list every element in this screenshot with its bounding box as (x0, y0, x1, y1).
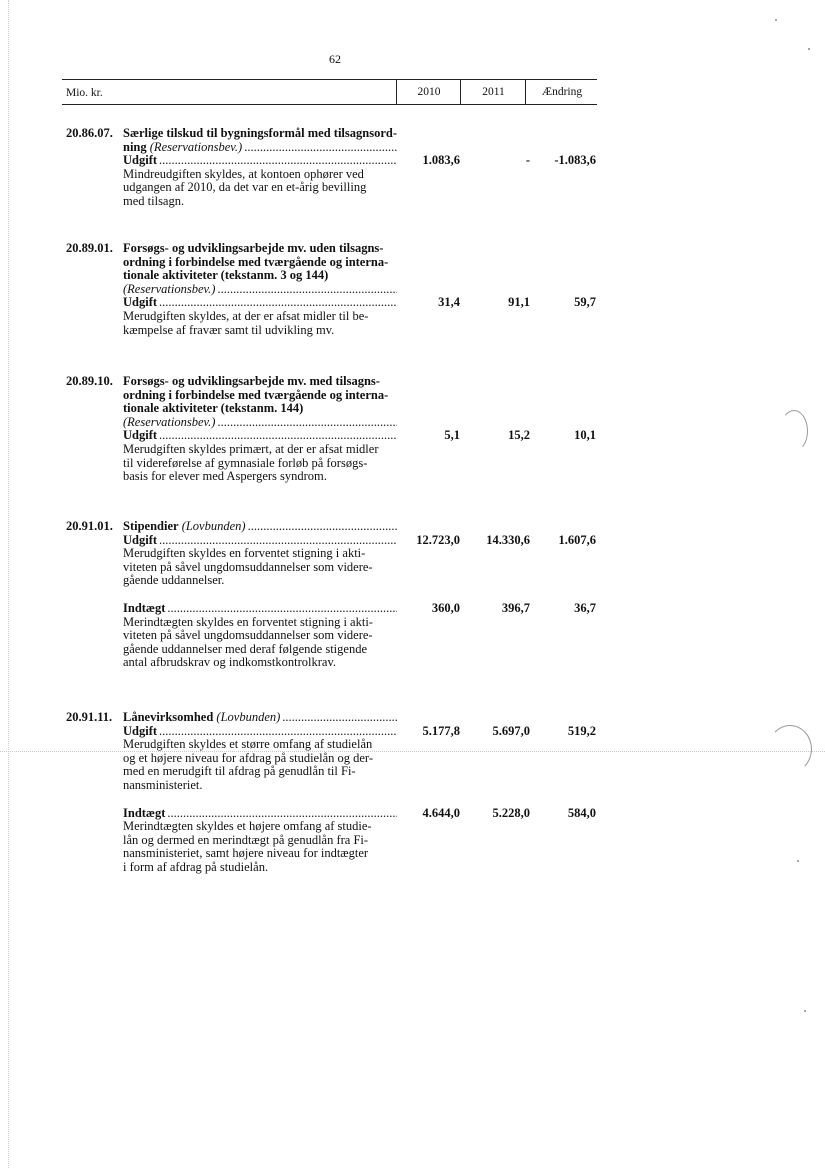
entry-title: ning (123, 140, 147, 154)
explanation-line: viteten på såvel ungdomsuddannelser som videre- (123, 628, 373, 643)
account-number: 20.91.01. (66, 519, 113, 533)
entry-title-line (123, 141, 397, 155)
unit-label: Mio. kr. (66, 87, 103, 99)
amount-2010: 5.177,8 (422, 723, 460, 738)
dot-leader (244, 141, 397, 155)
explanation-line: Merudgiften skyldes en forventet stigning i akti- (123, 546, 366, 561)
explanation-line: kæmpelse af fravær samt til udvikling mv. (123, 322, 335, 337)
entry-title-line: ordning i forbindelse med tværgående og interna- (123, 387, 389, 402)
account-number: 20.89.01. (66, 241, 113, 255)
amount-2010: 12.723,0 (416, 532, 460, 547)
table-header (62, 79, 597, 105)
page-number: 62 (329, 52, 341, 66)
appropriation-type: (Reservationsbev.) (146, 140, 243, 154)
explanation-line: Merudgiften skyldes, at der er afsat midler til be- (123, 308, 369, 323)
column-2010: 2010 (396, 80, 461, 104)
explanation-line: med tilsagn. (123, 193, 185, 208)
appropriation-line (123, 416, 397, 430)
entry-title-line: Særlige tilskud til bygningsformål med tilsagnsord- (123, 126, 397, 140)
amount-2011: 396,7 (501, 601, 530, 615)
income-label: Indtægt (123, 806, 166, 820)
dot-leader (167, 602, 397, 616)
entry-text (123, 375, 397, 484)
explanation-line: gående uddannelser med deraf følgende stigende (123, 641, 367, 656)
explanation-line: Mindreudgiften skyldes, at kontoen ophører ved (123, 166, 364, 181)
explanation-line: nansministeriet. (123, 777, 203, 792)
entry-title: Stipendier (123, 520, 179, 533)
entry-title-line (123, 520, 397, 534)
amount-row-label (123, 534, 397, 548)
dot-leader (159, 534, 397, 548)
dot-leader (159, 725, 397, 739)
entry-text (123, 711, 397, 875)
dot-leader (282, 711, 397, 725)
account-number: 20.91.11. (66, 710, 113, 724)
amount-2010: 1.083,6 (422, 153, 460, 168)
amount-2010: 5,1 (444, 428, 460, 443)
amount-2011: - (525, 153, 530, 168)
amount-row-label (123, 602, 397, 616)
entry-text (123, 242, 397, 337)
explanation-line: viteten på såvel ungdomsuddannelser som videre- (123, 559, 373, 574)
dot-leader (159, 429, 397, 443)
scan-speck (804, 1010, 806, 1012)
expense-label: Udgift (123, 154, 158, 168)
explanation-line: med en merudgift til afdrag på genudlån til Fi- (123, 764, 356, 779)
amount-2011: 5.228,0 (492, 805, 530, 820)
explanation-line: Merudgiften skyldes et større omfang af studielån (123, 737, 373, 752)
amount-row-label (123, 807, 397, 821)
scan-mark (780, 410, 808, 452)
amount-change: 584,0 (567, 805, 596, 820)
scan-mark (768, 725, 812, 773)
column-change: Ændring (525, 80, 598, 104)
amount-change: 10,1 (574, 428, 596, 443)
expense-label: Udgift (123, 533, 158, 547)
amount-row-label (123, 296, 397, 310)
explanation-line: Merudgiften skyldes primært, at der er afsat midler (123, 441, 379, 456)
account-number: 20.89.10. (66, 374, 113, 388)
amount-change: 519,2 (567, 723, 596, 738)
income-label: Indtægt (123, 601, 166, 615)
explanation-line: udgangen af 2010, da det var en et-årig bevilling (123, 180, 367, 195)
account-number: 20.86.07. (66, 126, 113, 140)
amount-change: 1.607,6 (558, 532, 596, 547)
explanation-line: gående uddannelser. (123, 573, 225, 588)
explanation-line: antal afbrudskrav og indkomstkontrolkrav. (123, 655, 337, 670)
dot-leader (217, 416, 397, 430)
dot-leader (159, 154, 397, 168)
explanation-line: Merindtægten skyldes en forventet stigning i akti- (123, 614, 373, 629)
amount-2010: 31,4 (438, 295, 460, 310)
expense-label: Udgift (123, 724, 158, 738)
amount-row-label (123, 154, 397, 168)
expense-label: Udgift (123, 296, 158, 310)
amount-row-label (123, 429, 397, 443)
appropriation-line (123, 283, 397, 297)
entry-title-line: tionale aktiviteter (tekstanm. 144) (123, 401, 304, 416)
appropriation-type: (Lovbunden) (213, 711, 281, 724)
dot-leader (167, 807, 397, 821)
appropriation-type: (Reservationsbev.) (123, 282, 216, 296)
amount-2011: 14.330,6 (486, 532, 530, 547)
scan-speck (775, 19, 777, 21)
amount-row-label (123, 725, 397, 739)
entry-title-line: Forsøgs- og udviklingsarbejde mv. uden tilsagns- (123, 241, 384, 255)
explanation-line: til videreførelse af gymnasiale forløb på forsøgs- (123, 455, 368, 470)
amount-2010: 360,0 (431, 601, 460, 615)
entry-text (123, 127, 397, 209)
scan-speck (797, 860, 799, 862)
amount-2010: 4.644,0 (422, 805, 460, 820)
amount-2011: 15,2 (508, 428, 530, 443)
explanation-line: basis for elever med Aspergers syndrom. (123, 469, 327, 484)
explanation-line: og et højere niveau for afdrag på studielån og der- (123, 750, 373, 765)
explanation-line: lån og dermed en merindtægt på genudlån fra Fi- (123, 832, 369, 847)
scan-speck (808, 48, 810, 50)
amount-change: 36,7 (574, 601, 596, 615)
explanation-line: i form af afdrag på studielån. (123, 859, 269, 874)
appropriation-type: (Lovbunden) (178, 520, 246, 533)
entry-title-line: tionale aktiviteter (tekstanm. 3 og 144) (123, 268, 329, 283)
dot-leader (159, 296, 397, 310)
scan-edge-line (8, 0, 9, 1168)
amount-2011: 91,1 (508, 295, 530, 310)
appropriation-type: (Reservationsbev.) (123, 415, 216, 429)
expense-label: Udgift (123, 429, 158, 443)
explanation-line: Merindtægten skyldes et højere omfang af studie- (123, 819, 372, 834)
explanation-line: nansministeriet, samt højere niveau for indtægter (123, 846, 369, 861)
entry-title-line: ordning i forbindelse med tværgående og interna- (123, 254, 389, 269)
amount-change: 59,7 (574, 295, 596, 310)
entry-title-line (123, 711, 397, 725)
entry-title: Lånevirksomhed (123, 711, 214, 724)
column-2011: 2011 (460, 80, 526, 104)
entry-title-line: Forsøgs- og udviklingsarbejde mv. med tilsagns- (123, 374, 380, 388)
amount-2011: 5.697,0 (492, 723, 530, 738)
block-spacer (123, 588, 397, 602)
entry-text (123, 520, 397, 670)
dot-leader (248, 520, 397, 534)
amount-change: -1.083,6 (554, 153, 596, 168)
dot-leader (217, 283, 397, 297)
block-spacer (123, 793, 397, 807)
